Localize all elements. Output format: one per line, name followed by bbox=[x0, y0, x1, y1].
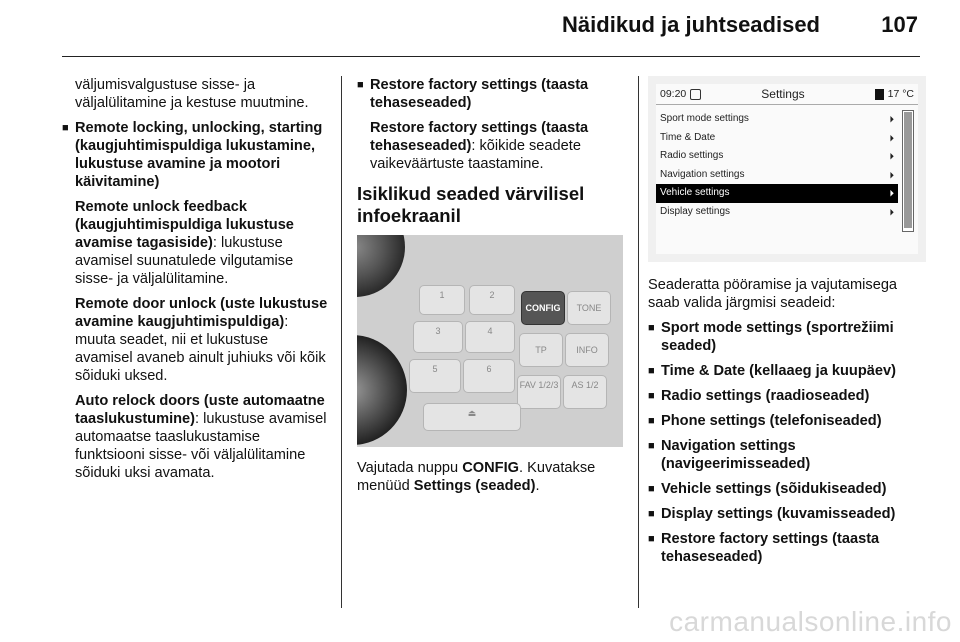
thermometer-icon bbox=[875, 89, 884, 100]
settings-bullet: ■ Display settings (kuvamisseaded) bbox=[648, 505, 920, 523]
settings-row bbox=[656, 166, 898, 185]
config-button bbox=[521, 291, 565, 325]
preset-button-4 bbox=[465, 321, 515, 353]
caption-text: . bbox=[535, 478, 540, 494]
settings-bullet: ■ Radio settings (raadioseaded) bbox=[648, 387, 920, 405]
bullet-remote-locking: ■ Remote locking, unlocking, starting (kaugjuhtimispuldiga lukustamine, lukustuse avamine ja mootori käivitamine) bbox=[62, 119, 328, 191]
settings-bullet: ■ Restore factory settings (taasta tehaseseaded) bbox=[648, 530, 920, 566]
sub-item bbox=[75, 198, 328, 288]
settings-bullet-list bbox=[648, 319, 920, 566]
settings-bullet: ■ Navigation settings (navigeerimisseaded) bbox=[648, 437, 920, 473]
clock-icon bbox=[690, 89, 701, 100]
sub-item-title: Auto relock doors (uste automaatne taaslukustumine) bbox=[75, 393, 325, 427]
screen-title: Settings bbox=[761, 87, 805, 101]
clock: 09:20 bbox=[660, 88, 687, 100]
header-divider bbox=[62, 56, 920, 57]
button-label: 6 bbox=[486, 364, 492, 374]
page-number: 107 bbox=[881, 12, 918, 37]
button-label: TP bbox=[535, 345, 547, 355]
column-divider-left bbox=[341, 76, 342, 608]
button-label: AS 1/2 bbox=[571, 380, 599, 390]
button-label: 5 bbox=[432, 364, 438, 374]
preset-button-3 bbox=[413, 321, 463, 353]
as-button bbox=[563, 375, 607, 409]
column-right bbox=[648, 76, 920, 573]
column-left bbox=[62, 76, 328, 489]
settings-row-selected bbox=[656, 184, 898, 203]
preset-button-5 bbox=[409, 359, 461, 393]
chevron-right-icon: ⏵ bbox=[889, 169, 894, 180]
section-heading: Isiklikud seaded värvilisel infoekraanil bbox=[357, 183, 585, 226]
settings-intro: Seaderatta pööramise ja vajutamisega saab valida järgmisi seadeid: bbox=[648, 277, 898, 311]
button-label: 4 bbox=[487, 326, 493, 336]
sub-item-text: : lukustuse avamisel suunatulede vilgutamise sisse- ja väljalülitamine. bbox=[75, 235, 294, 287]
caption-settings: Settings (seaded) bbox=[413, 478, 536, 494]
button-label: 3 bbox=[435, 326, 441, 336]
settings-bullet: ■ Vehicle settings (sõidukiseaded) bbox=[648, 480, 920, 498]
volume-knob bbox=[357, 235, 405, 297]
caption-text: Vajutada nuppu bbox=[357, 460, 463, 476]
settings-row bbox=[656, 147, 898, 166]
preset-button-2 bbox=[469, 285, 515, 315]
info-button bbox=[565, 333, 609, 367]
intro-text: väljumisvalgustuse sisse- ja väljalülitamine ja kestuse muutmine. bbox=[75, 77, 309, 111]
button-label: TONE bbox=[576, 303, 602, 313]
settings-row bbox=[656, 129, 898, 148]
chevron-right-icon: ⏵ bbox=[889, 206, 894, 217]
row-label: Navigation settings bbox=[660, 168, 745, 180]
row-label: Sport mode settings bbox=[660, 113, 749, 125]
tone-button bbox=[567, 291, 611, 325]
row-label: Vehicle settings bbox=[660, 187, 730, 199]
column-middle bbox=[357, 76, 625, 502]
row-label: Time & Date bbox=[660, 131, 716, 143]
preset-button-1 bbox=[419, 285, 465, 315]
column-divider-right bbox=[638, 76, 639, 608]
screen-status-bar bbox=[656, 84, 918, 105]
row-label: Radio settings bbox=[660, 150, 724, 162]
settings-bullet: ■ Time & Date (kellaaeg ja kuupäev) bbox=[648, 362, 920, 380]
eject-icon: ⏏ bbox=[467, 408, 477, 418]
header-title: Näidikud ja juhtseadised bbox=[562, 12, 820, 37]
temperature: 17 °C bbox=[887, 88, 914, 100]
bullet-restore-factory: ■ Restore factory settings (taasta tehaseseaded) bbox=[357, 76, 625, 112]
chevron-right-icon: ⏵ bbox=[889, 188, 894, 199]
caption-text: . Kuvatakse menüüd bbox=[357, 460, 596, 494]
button-label: INFO bbox=[576, 345, 598, 355]
control-panel-photo bbox=[357, 235, 623, 447]
watermark: carmanualsonline.info bbox=[669, 606, 952, 637]
row-label: Display settings bbox=[660, 205, 731, 217]
button-label: 2 bbox=[489, 290, 495, 300]
settings-list bbox=[656, 110, 918, 221]
sub-item-text: : kõikide seadete vaikeväärtuste taastamine. bbox=[370, 138, 581, 172]
settings-row bbox=[656, 110, 898, 129]
chevron-right-icon: ⏵ bbox=[889, 151, 894, 162]
chevron-right-icon: ⏵ bbox=[889, 114, 894, 125]
eject-button bbox=[423, 403, 521, 431]
sub-item bbox=[75, 295, 328, 385]
remote-sub-items bbox=[62, 198, 328, 482]
sub-item-text: : muuta seadet, nii et lukustuse avamisel avaneb ainult juhiuks või kõik sõiduki uksed. bbox=[75, 314, 326, 384]
sub-item-title: Remote door unlock (uste lukustuse avamine kaugjuhtimispuldiga) bbox=[75, 296, 328, 330]
sub-item-title: Restore factory settings (taasta tehaseseaded) bbox=[370, 120, 589, 154]
sub-item bbox=[357, 119, 625, 173]
settings-row bbox=[656, 203, 898, 222]
preset-button-6 bbox=[463, 359, 515, 393]
settings-bullet: ■ Sport mode settings (sportrežiimi seaded) bbox=[648, 319, 920, 355]
tp-button bbox=[519, 333, 563, 367]
caption-config: CONFIG bbox=[462, 460, 519, 476]
sub-item-text: : lukustuse avamisel automaatse taaslukustamise funktsiooni sisse- või väljalülitamine sõiduki uksi avamata. bbox=[75, 411, 327, 481]
scrollbar-thumb bbox=[904, 112, 912, 228]
settings-screen bbox=[648, 76, 926, 262]
settings-bullet: ■ Phone settings (telefoniseaded) bbox=[648, 412, 920, 430]
button-label: 1 bbox=[439, 290, 445, 300]
chevron-right-icon: ⏵ bbox=[889, 132, 894, 143]
button-label: CONFIG bbox=[525, 303, 561, 313]
figure-caption bbox=[357, 459, 625, 495]
screen-scrollbar bbox=[902, 110, 914, 232]
menu-knob bbox=[357, 335, 407, 445]
sub-item bbox=[75, 392, 328, 482]
button-label: FAV 1/2/3 bbox=[519, 380, 559, 390]
fav-button bbox=[517, 375, 561, 409]
sub-item-title: Remote unlock feedback (kaugjuhtimispuldiga lukustuse avamise tagasiside) bbox=[75, 199, 294, 251]
